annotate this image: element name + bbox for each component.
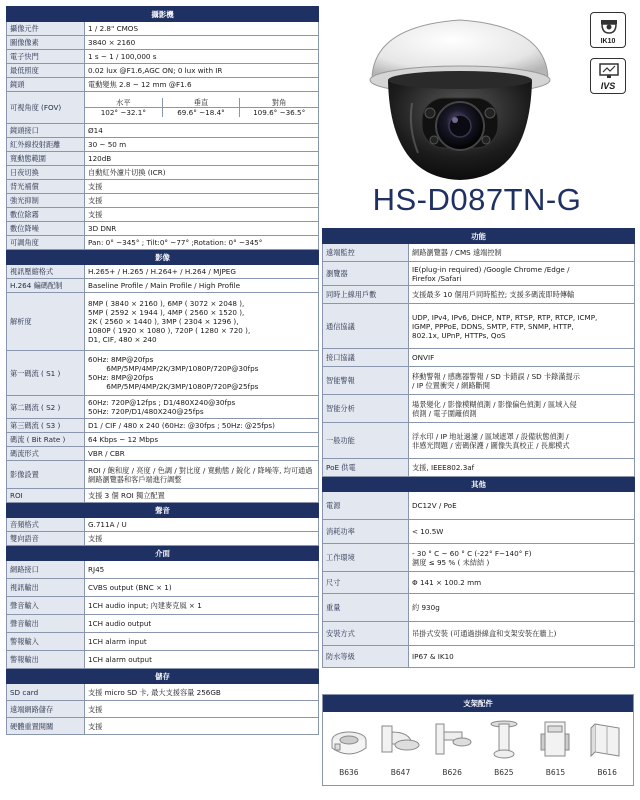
spec-value: 場景變化 / 影像模糊偵測 / 影像偏色偵測 / 區域入侵 偵測 / 電子圍籬偵測: [409, 395, 635, 423]
spec-label: 尺寸: [323, 572, 409, 594]
bracket-code: B616: [597, 768, 617, 777]
spec-label: 攝像元件: [7, 22, 85, 36]
spec-row: [7, 419, 319, 433]
spec-row: [7, 293, 319, 351]
spec-value: < 10.5W: [409, 520, 635, 544]
bracket-b636: [325, 718, 373, 777]
spec-value: H.265+ / H.265 / H.264+ / H.264 / MJPEG: [85, 265, 319, 279]
spec-value: Φ 141 × 100.2 mm: [409, 572, 635, 594]
bracket-accessories-title: 支架配件: [323, 695, 633, 712]
spec-value: UDP, IPv4, IPv6, DHCP, NTP, RTSP, RTP, RTCP, ICMP, IGMP, PPPoE, DDNS, SMTP, FTP, SNMP, HTTP, 802.1x, UPnP, HTTPs, QoS: [409, 304, 635, 349]
bracket-code: B615: [545, 768, 566, 777]
left-section-header: [7, 503, 319, 518]
spec-value: 1 / 2.8" CMOS: [85, 22, 319, 36]
right-section-header: [323, 477, 635, 492]
spec-value: 支援: [85, 180, 319, 194]
spec-value: ROI / 飽和度 / 亮度 / 色調 / 對比度 / 寬動態 / 銳化 / 降噪等, 均可通過網路瀏覽器和客戶端進行調整: [85, 461, 319, 489]
spec-label: 第一碼流 ( S1 ): [7, 351, 85, 396]
spec-label: 圖像像素: [7, 36, 85, 50]
spec-value: 支援, IEEE802.3af: [409, 459, 635, 477]
spec-label: 重量: [323, 594, 409, 622]
spec-label: 通信協議: [323, 304, 409, 349]
spec-label: 音頻格式: [7, 518, 85, 532]
spec-label: 紅外線投射距離: [7, 138, 85, 152]
spec-label: 影像設置: [7, 461, 85, 489]
spec-row: [7, 579, 319, 597]
spec-value: 120dB: [85, 152, 319, 166]
spec-label: 警報輸入: [7, 633, 85, 651]
spec-value: 支援: [85, 194, 319, 208]
spec-label: 解析度: [7, 293, 85, 351]
section-title: 儲存: [7, 669, 319, 684]
dome-camera-image: [360, 8, 560, 188]
spec-value: 支援 3 個 ROI 獨立配置: [85, 489, 319, 503]
fov-value: 109.6° ~36.5°: [253, 108, 306, 117]
dome-camera-icon: [598, 16, 620, 34]
spec-label: 視訊輸出: [7, 579, 85, 597]
fov-header: 對角: [240, 98, 318, 108]
spec-value: 60Hz: 720P@12fps ; D1/480X240@30fps 50Hz: 720P/D1/480X240@25fps: [85, 396, 319, 419]
section-title: 聲音: [7, 503, 319, 518]
spec-row: [7, 651, 319, 669]
spec-row: [323, 395, 635, 423]
spec-label: 智能分析: [323, 395, 409, 423]
spec-label: 寬動態範圍: [7, 152, 85, 166]
spec-label: 第二碼流 ( S2 ): [7, 396, 85, 419]
bracket-b616: [583, 718, 631, 777]
bracket-code: B626: [442, 768, 462, 777]
spec-value: Pan: 0° ~345° ; Tilt:0° ~77° ;Rotation: 0° ~345°: [85, 236, 319, 250]
bracket-code: B647: [390, 768, 411, 777]
section-title: 功能: [323, 229, 635, 244]
spec-label: 碼流形式: [7, 447, 85, 461]
spec-row: [323, 646, 635, 668]
spec-value: D1 / CIF / 480 x 240 (60Hz: @30fps ; 50Hz: @25fps): [85, 419, 319, 433]
spec-value: RJ45: [85, 561, 319, 579]
spec-row: [7, 36, 319, 50]
spec-row: [7, 518, 319, 532]
spec-row: [323, 349, 635, 367]
spec-row: [7, 279, 319, 293]
spec-row: [7, 50, 319, 64]
spec-table-left: [6, 6, 319, 735]
spec-label: 第三碼流 ( S3 ): [7, 419, 85, 433]
spec-row: [7, 78, 319, 92]
spec-value: 1CH audio input; 內建麥克風 × 1: [85, 597, 319, 615]
spec-row: [7, 447, 319, 461]
spec-label: 最低照度: [7, 64, 85, 78]
spec-label: 一般功能: [323, 423, 409, 459]
ik10-badge-label: IK10: [600, 38, 616, 45]
spec-row: [7, 615, 319, 633]
spec-row: [7, 92, 319, 124]
spec-value: 30 ~ 50 m: [85, 138, 319, 152]
spec-value: G.711A / U: [85, 518, 319, 532]
spec-value: 浮水印 / IP 地址過濾 / 區域遮罩 / 設備狀態偵測 / 非感光問題 / 密碼保護 / 圖像失真校正 / 長廊模式: [409, 423, 635, 459]
spec-value: 自動紅外濾片切換 (ICR): [85, 166, 319, 180]
fov-value: 102° ~32.1°: [85, 108, 163, 117]
spec-label: H.264 編碼配制: [7, 279, 85, 293]
spec-row: [323, 286, 635, 304]
bracket-b647-image: [380, 718, 420, 762]
spec-row: [7, 236, 319, 250]
spec-label: 鏡頭: [7, 78, 85, 92]
spec-value: 支援: [85, 718, 319, 735]
spec-label: 電源: [323, 492, 409, 520]
monitor-icon: [598, 62, 620, 80]
spec-value: IE(plug-in required) /Google Chrome /Edge / Firefox /Safari: [409, 262, 635, 286]
spec-row: [7, 124, 319, 138]
spec-label: PoE 供電: [323, 459, 409, 477]
spec-label: 聲音輸出: [7, 615, 85, 633]
bracket-b615-image: [535, 718, 575, 762]
spec-value: 0.02 lux @F1.6,AGC ON; 0 lux with IR: [85, 64, 319, 78]
spec-value: Ø14: [85, 124, 319, 138]
bracket-b625-image: [484, 718, 524, 762]
spec-value: 支援: [85, 532, 319, 546]
spec-label: 硬體重置開關: [7, 718, 85, 735]
spec-row: [7, 166, 319, 180]
spec-value: 3D DNR: [85, 222, 319, 236]
spec-label: 可視角度 (FOV): [7, 92, 85, 124]
spec-row: [7, 561, 319, 579]
left-section-header: [7, 7, 319, 22]
spec-row: [323, 492, 635, 520]
bracket-code: B625: [494, 768, 514, 777]
spec-value: 電動變焦 2.8 ~ 12 mm @F1.6: [85, 78, 319, 92]
spec-label: 防水等級: [323, 646, 409, 668]
spec-row: [7, 489, 319, 503]
fov-header: 水平: [85, 98, 163, 108]
spec-value: ONVIF: [409, 349, 635, 367]
spec-value: 支援 micro SD 卡, 最大支援容量 256GB: [85, 684, 319, 701]
spec-value: 移動警報 / 感應器警報 / SD 卡錯誤 / SD 卡錄滿提示 / IP 位置衝突 / 網路斷開: [409, 367, 635, 395]
spec-label: 日夜切換: [7, 166, 85, 180]
spec-table-right: [322, 228, 635, 668]
spec-label: 背光補償: [7, 180, 85, 194]
spec-label: 工作環境: [323, 544, 409, 572]
spec-row: [323, 367, 635, 395]
bracket-b647: [376, 718, 424, 777]
left-section-header: [7, 669, 319, 684]
spec-label: 遠端網路儲存: [7, 701, 85, 718]
spec-row: [7, 180, 319, 194]
spec-value: VBR / CBR: [85, 447, 319, 461]
spec-label: 接口協議: [323, 349, 409, 367]
section-title: 影像: [7, 250, 319, 265]
spec-row: [323, 304, 635, 349]
spec-row: [7, 433, 319, 447]
ivs-badge: [590, 58, 626, 94]
spec-value: 3840 × 2160: [85, 36, 319, 50]
spec-row: [7, 633, 319, 651]
spec-label: ROI: [7, 489, 85, 503]
spec-value: 1CH alarm input: [85, 633, 319, 651]
spec-row: [7, 461, 319, 489]
spec-row: [7, 138, 319, 152]
spec-row: [7, 684, 319, 701]
spec-value: 約 930g: [409, 594, 635, 622]
spec-row: [7, 718, 319, 735]
spec-label: 消耗功率: [323, 520, 409, 544]
spec-label: 智能警報: [323, 367, 409, 395]
section-title: 攝影機: [7, 7, 319, 22]
spec-value: Baseline Profile / Main Profile / High Profile: [85, 279, 319, 293]
spec-label: 可調角度: [7, 236, 85, 250]
spec-row: [7, 208, 319, 222]
spec-value: CVBS output (BNC × 1): [85, 579, 319, 597]
spec-label: 雙向語音: [7, 532, 85, 546]
left-section-header: [7, 546, 319, 561]
spec-value: 支援: [85, 208, 319, 222]
spec-label: 鏡頭接口: [7, 124, 85, 138]
bracket-code: B636: [339, 768, 359, 777]
spec-row: [7, 222, 319, 236]
spec-label: SD card: [7, 684, 85, 701]
spec-value: 64 Kbps ~ 12 Mbps: [85, 433, 319, 447]
left-section-header: [7, 250, 319, 265]
spec-row: [7, 194, 319, 208]
spec-label: 同時上線用戶數: [323, 286, 409, 304]
spec-label: 遠端監控: [323, 244, 409, 262]
spec-label: 碼流 ( Bit Rate ): [7, 433, 85, 447]
spec-row: [7, 396, 319, 419]
model-number: HS-D087TN-G: [372, 182, 582, 217]
spec-value: - 30 ° C ~ 60 ° C (-22° F~140° F) 濕度 ≤ 95 % ( 未結結 ): [409, 544, 635, 572]
spec-value: 8MP ( 3840 × 2160 ), 6MP ( 3072 × 2048 ), 5MP ( 2592 × 1944 ), 4MP ( 2560 × 1520 ), 2K ( 2560 × 1440 ), 3MP ( 2304 × 1296 ), 1080P ( 1920 × 1080 ), 720P ( 1280 × 720 ), D1, CIF, 480 × 240: [85, 293, 319, 351]
spec-row: [323, 594, 635, 622]
spec-value: 支援: [85, 701, 319, 718]
spec-label: 聲音輸入: [7, 597, 85, 615]
spec-label: 視訊壓縮格式: [7, 265, 85, 279]
spec-label: 瀏覽器: [323, 262, 409, 286]
spec-row: [7, 351, 319, 396]
bracket-b626: [428, 718, 476, 777]
spec-label: 安裝方式: [323, 622, 409, 646]
spec-value: 1 s ~ 1 / 100,000 s: [85, 50, 319, 64]
spec-value: 支援最多 10 個用戶同時監控; 支援多碼流即時傳輸: [409, 286, 635, 304]
spec-row: [7, 532, 319, 546]
spec-row: [7, 701, 319, 718]
spec-label: 網路接口: [7, 561, 85, 579]
spec-label: 數位除霧: [7, 208, 85, 222]
fov-value: 69.6° ~18.4°: [163, 108, 241, 117]
bracket-b636-image: [329, 718, 369, 762]
bracket-b625: [480, 718, 528, 777]
spec-row: [323, 544, 635, 572]
bracket-b616-image: [587, 718, 627, 762]
spec-label: 強光抑制: [7, 194, 85, 208]
fov-header: 垂直: [163, 98, 241, 108]
bracket-accessories: [322, 694, 634, 786]
ik10-badge: [590, 12, 626, 48]
spec-row: [323, 262, 635, 286]
spec-value: 1CH audio output: [85, 615, 319, 633]
bracket-b615: [531, 718, 579, 777]
spec-row: [323, 459, 635, 477]
fov-grid: [85, 92, 319, 124]
spec-value: 1CH alarm output: [85, 651, 319, 669]
spec-row: [7, 152, 319, 166]
spec-value: DC12V / PoE: [409, 492, 635, 520]
spec-row: [7, 64, 319, 78]
spec-row: [7, 22, 319, 36]
spec-value: IP67 & IK10: [409, 646, 635, 668]
spec-row: [323, 520, 635, 544]
spec-label: 數位降噪: [7, 222, 85, 236]
spec-value: 吊掛式安裝 (可通過掛線盒和支架安裝在牆上): [409, 622, 635, 646]
ivs-badge-label: IVS: [600, 81, 616, 91]
spec-row: [323, 622, 635, 646]
spec-value: 網路瀏覽器 / CMS 遠端控制: [409, 244, 635, 262]
right-section-header: [323, 229, 635, 244]
spec-label: 警報輸出: [7, 651, 85, 669]
spec-label: 電子快門: [7, 50, 85, 64]
section-title: 介面: [7, 546, 319, 561]
bracket-b626-image: [432, 718, 472, 762]
spec-row: [7, 265, 319, 279]
spec-row: [323, 423, 635, 459]
spec-row: [323, 244, 635, 262]
spec-row: [7, 597, 319, 615]
spec-value: 60Hz: 8MP@20fps 6MP/5MP/4MP/2K/3MP/1080P/720P@30fps 50Hz: 8MP@20fps 6MP/5MP/4MP/2K/3MP/1080P/720P@25fps: [85, 351, 319, 396]
spec-row: [323, 572, 635, 594]
section-title: 其他: [323, 477, 635, 492]
